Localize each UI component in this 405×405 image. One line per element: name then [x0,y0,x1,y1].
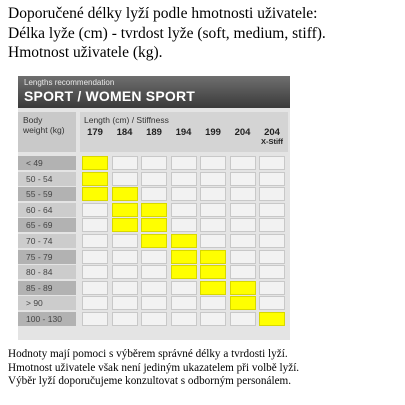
chart-title: SPORT / WOMEN SPORT [24,88,196,104]
table-cell [82,312,108,326]
weight-row-label: 100 - 130 [18,312,76,326]
table-cell [259,187,285,201]
footer-line: Výběr lyží doporučujeme konzultovat s odborným personálem. [8,375,292,387]
table-cell [259,250,285,264]
weight-header-line: Body [23,115,43,125]
weight-row-label: 65 - 69 [18,218,76,232]
table-cell [259,234,285,248]
table-cell [141,187,167,201]
table-cell [141,312,167,326]
table-cell [171,281,197,295]
table-cell [141,265,167,279]
recommended-cell [171,250,197,264]
table-cell [171,218,197,232]
weight-row-label: 50 - 54 [18,172,76,186]
chart-header [18,76,290,108]
table-cell [230,234,256,248]
length-value-4: 199 [205,127,221,138]
intro-line: Délka lyže (cm) - tvrdost lyže (soft, medium, stiff). [8,24,326,42]
table-cell [171,187,197,201]
table-cell [200,312,226,326]
ski-length-chart [18,76,290,340]
table-cell [259,265,285,279]
table-cell [82,250,108,264]
recommended-cell [171,234,197,248]
table-cell [259,156,285,170]
table-cell [141,250,167,264]
length-value-1: 184 [116,127,133,138]
length-value-6: 204 [264,127,280,138]
table-cell [200,234,226,248]
recommended-cell [112,218,138,232]
table-cell [230,203,256,217]
table-cell [112,156,138,170]
table-cell [82,203,108,217]
weight-row-label: > 90 [18,296,76,310]
table-cell [141,172,167,186]
table-cell [230,218,256,232]
table-cell [112,281,138,295]
recommended-cell [141,203,167,217]
weight-row-label: < 49 [18,156,76,170]
recommended-cell [230,296,256,310]
recommended-cell [82,187,108,201]
table-cell [230,156,256,170]
table-cell [82,218,108,232]
length-value-3: 194 [175,127,192,138]
recommended-cell [200,265,226,279]
weight-column-header [18,112,76,152]
recommended-cell [112,203,138,217]
length-header-title: Length (cm) / Stiffness [84,115,169,125]
table-cell [259,281,285,295]
table-cell [171,203,197,217]
table-cell [200,203,226,217]
table-cell [200,187,226,201]
table-cell [171,296,197,310]
table-cell [82,234,108,248]
table-cell [112,296,138,310]
weight-row-label: 80 - 84 [18,265,76,279]
weight-row-label: 70 - 74 [18,234,76,248]
stiffness-note: X-Stiff [260,137,284,146]
table-cell [171,312,197,326]
intro-line: Hmotnost uživatele (kg). [8,44,163,61]
recommended-cell [200,250,226,264]
table-cell [112,250,138,264]
weight-header-line: weight (kg) [23,125,65,135]
recommended-cell [259,312,285,326]
weight-row-label: 60 - 64 [18,203,76,217]
table-cell [259,218,285,232]
table-cell [230,312,256,326]
length-value-2: 189 [146,127,162,138]
length-value-5: 204 [234,127,251,138]
chart-subtitle: Lengths recommendation [24,78,115,87]
table-cell [112,312,138,326]
table-cell [230,172,256,186]
table-cell [82,281,108,295]
table-cell [82,265,108,279]
table-cell [141,281,167,295]
table-cell [259,296,285,310]
length-value-0: 179 [87,127,103,138]
recommended-cell [230,281,256,295]
recommended-cell [200,281,226,295]
recommended-cell [171,265,197,279]
table-cell [112,265,138,279]
footer-line: Hmotnost uživatele však není jediným ukazatelem při volbě lyží. [8,361,300,374]
table-cell [200,218,226,232]
table-cell [141,156,167,170]
table-cell [259,203,285,217]
table-cell [200,172,226,186]
table-cell [259,172,285,186]
table-cell [200,156,226,170]
table-cell [230,265,256,279]
weight-row-label: 75 - 79 [18,250,76,264]
recommended-cell [141,234,167,248]
recommended-cell [82,156,108,170]
weight-row-label: 55 - 59 [18,187,76,201]
table-cell [141,296,167,310]
table-cell [230,250,256,264]
table-cell [171,172,197,186]
intro-text [8,4,400,63]
length-column-header [80,112,288,152]
recommended-cell [82,172,108,186]
recommended-cell [141,218,167,232]
table-cell [112,172,138,186]
table-cell [230,187,256,201]
recommended-cell [112,187,138,201]
weight-row-label: 85 - 89 [18,281,76,295]
intro-line: Doporučené délky lyží podle hmotnosti uživatele: [8,5,318,22]
footer-note [8,348,403,389]
footer-line: Hodnoty mají pomoci s výběrem správné délky a tvrdosti lyží. [8,348,288,360]
table-cell [82,296,108,310]
table-cell [171,156,197,170]
table-cell [112,234,138,248]
table-cell [200,296,226,310]
